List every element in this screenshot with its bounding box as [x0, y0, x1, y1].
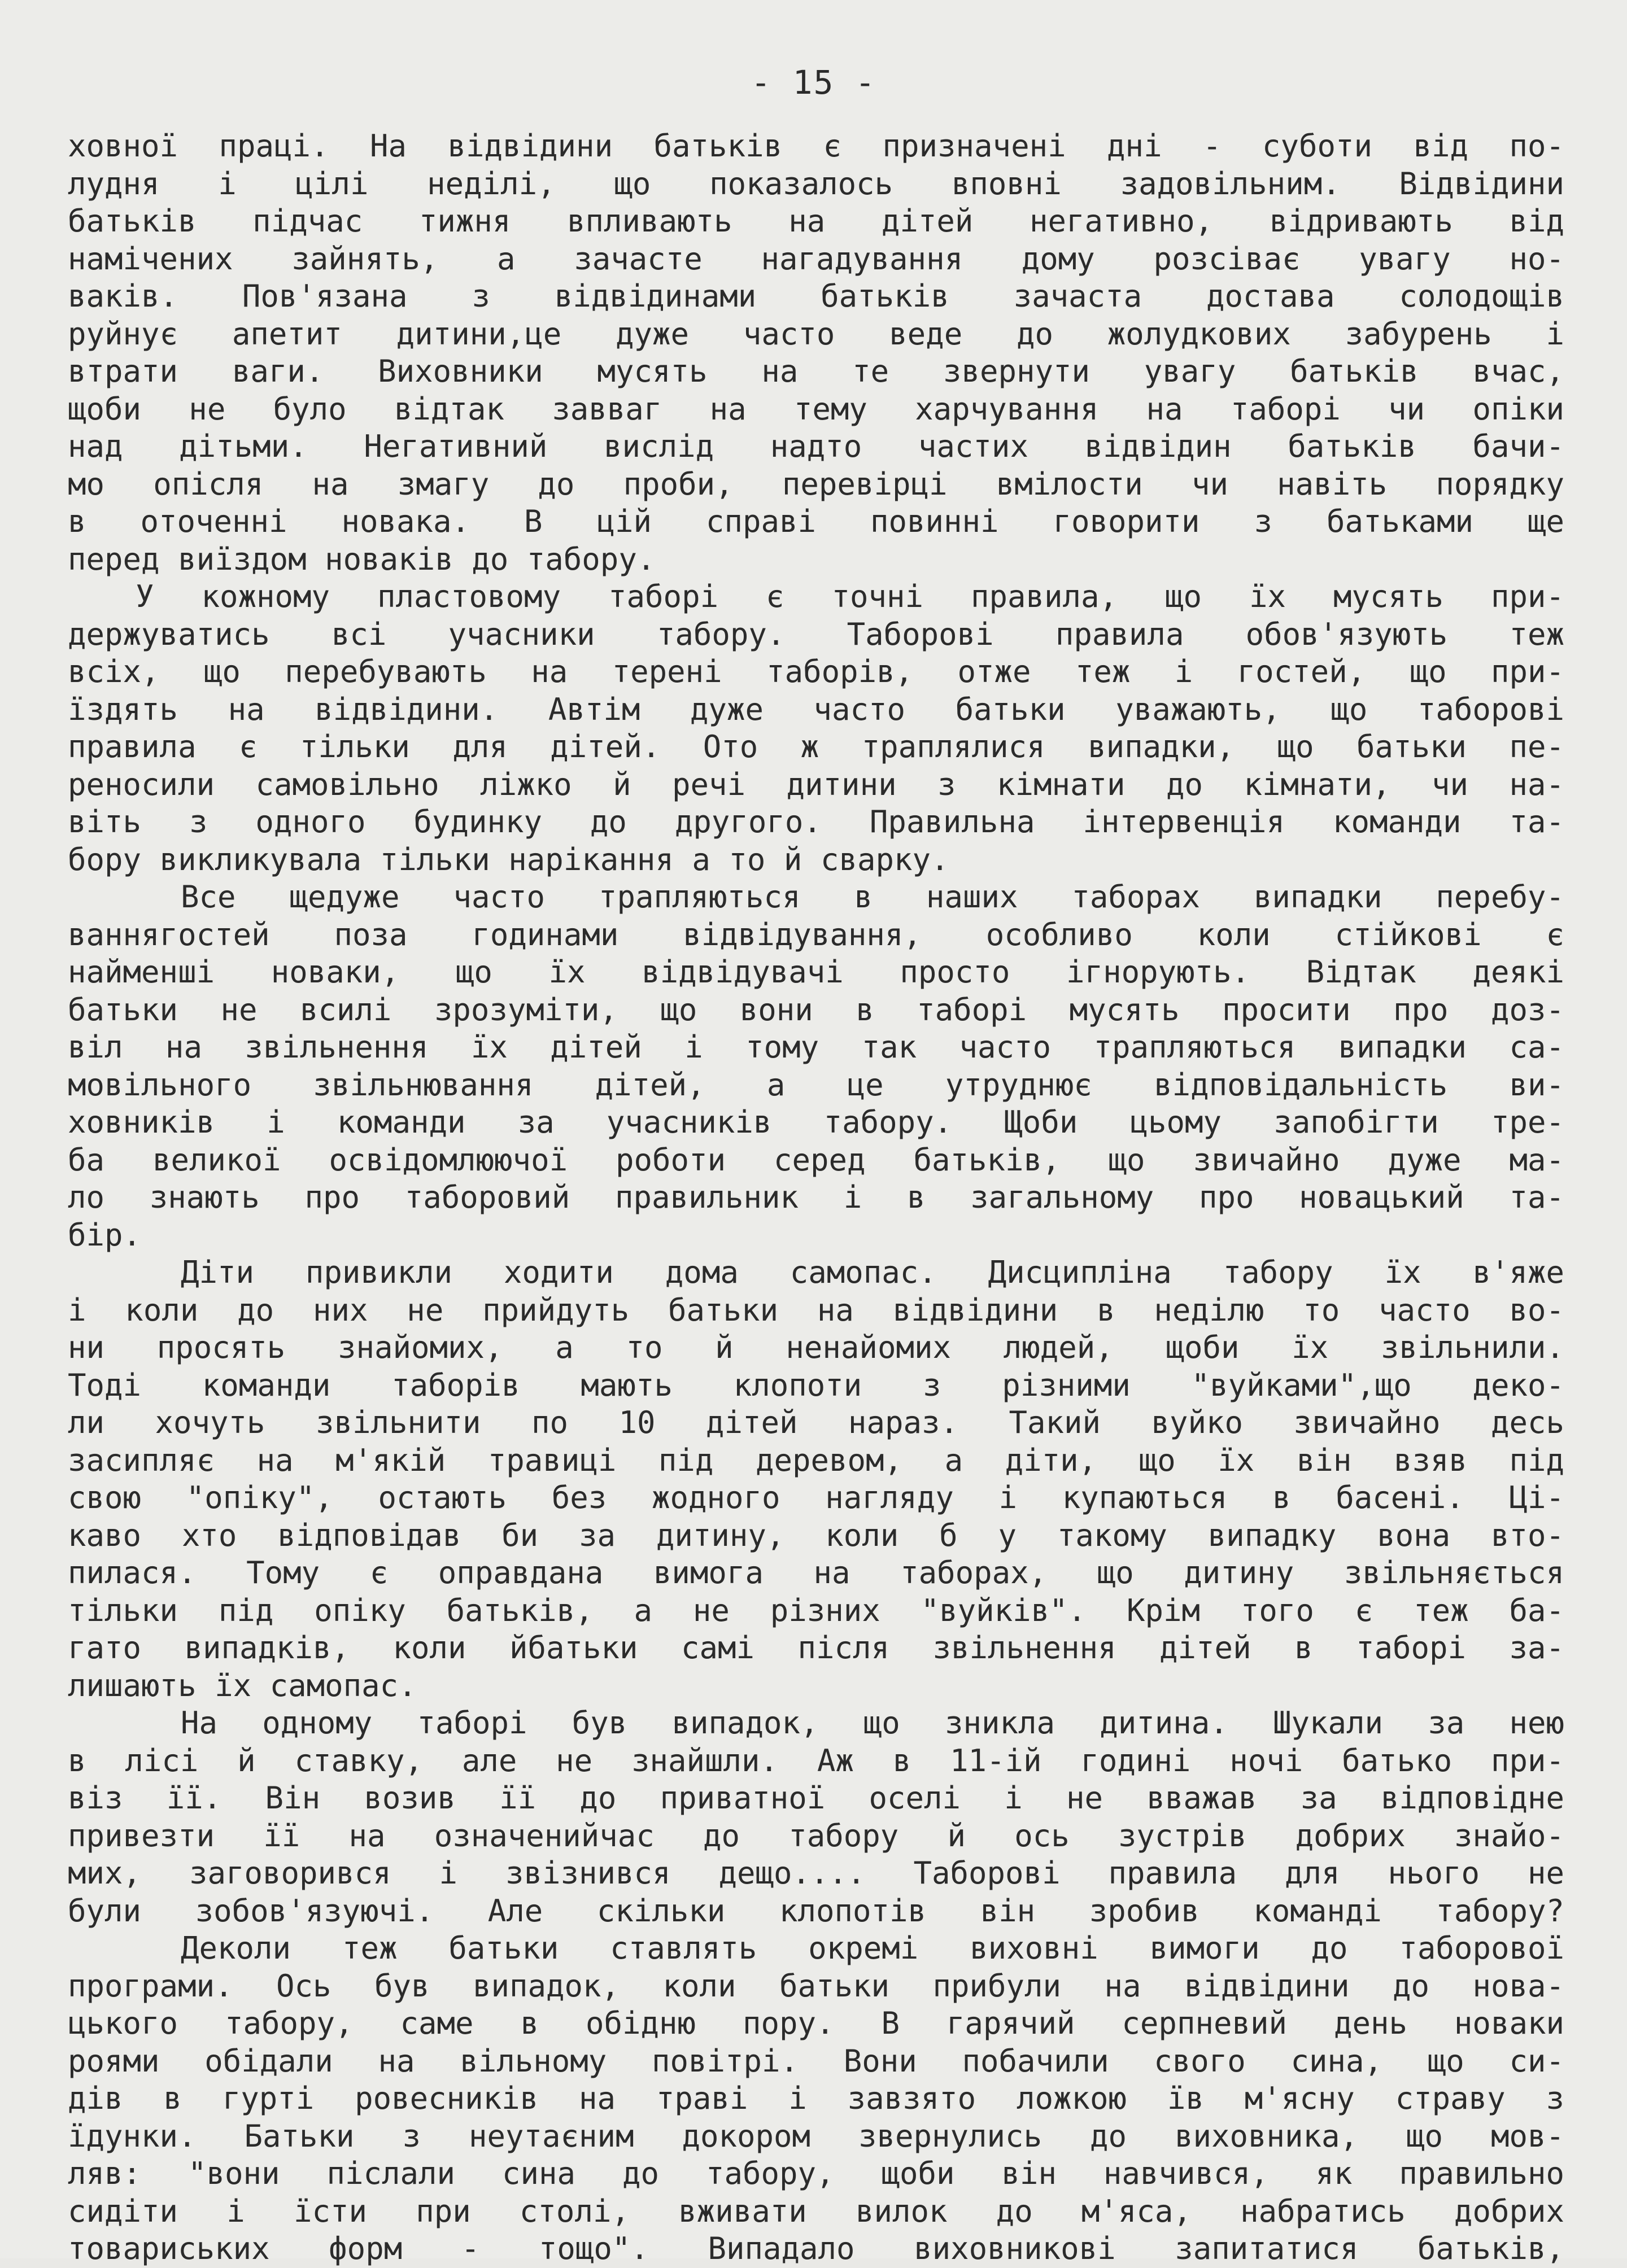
text-line: бір.: [68, 1217, 142, 1253]
page-number: - 15 -: [751, 63, 876, 102]
text-line: намічених зайнять, а зачасте нагадування дому розсіває увагу но-: [68, 241, 1564, 277]
text-line: ли хочуть звільнити по 10 дітей нараз. Такий вуйко звичайно десь: [68, 1405, 1564, 1440]
text-line: і коли до них не прийдуть батьки на відвідини в неділю то часто во-: [68, 1292, 1564, 1328]
text-line: привезти її на означенийчас до табору й ось зустрів добрих знайо-: [68, 1817, 1564, 1854]
text-line: ло знають про таборовий правильник і в загальному про новацький та-: [68, 1179, 1564, 1215]
text-line: в оточенні новака. В цій справі повинні говорити з батьками ще: [68, 504, 1564, 539]
text-line: товариських форм - тощо". Випадало виховникові запитатися батьків,: [68, 2231, 1564, 2266]
text-line: ховників і команди за учасників табору. Щоби цьому запобігти тре-: [68, 1104, 1564, 1140]
text-line: віз її. Він возив її до приватної оселі і не вважав за відповідне: [68, 1780, 1564, 1816]
text-line: над дітьми. Негативний вислід надто частих відвідин батьків бачи-: [68, 429, 1564, 464]
text-line: їдунки. Батьки з неутаєним докором звернулись до виховника, що мов-: [68, 2118, 1564, 2154]
text-line: найменші новаки, що їх відвідувачі просто ігнорують. Відтак деякі: [68, 954, 1564, 990]
text-line: віть з одного будинку до другого. Правильна інтервенція команди та-: [68, 804, 1564, 840]
text-line: сидіти і їсти при столі, вживати вилок до м'яса, набратись добрих: [68, 2193, 1564, 2229]
text-line: щоби не було відтак завваг на тему харчування на таборі чи опіки: [68, 391, 1564, 427]
text-line: бору викликувала тільки нарікання а то й сварку.: [68, 841, 949, 877]
text-line: пилася. Тому є оправдана вимога на таборах, що дитину звільняється: [68, 1555, 1564, 1590]
text-line: гато випадків, коли йбатьки самі після звільнення дітей в таборі за-: [68, 1630, 1564, 1666]
text-line: ховної праці. На відвідини батьків є призначені дні - суботи від по-: [68, 128, 1564, 164]
text-line: ни просять знайомих, а то й ненайомих людей, щоби їх звільнили.: [68, 1330, 1564, 1365]
body-text: [68, 128, 1564, 2268]
text-line: правила є тільки для дітей. Ото ж траплялися випадки, що батьки пе-: [68, 729, 1564, 764]
text-line: тільки під опіку батьків, а не різних "вуйків". Крім того є теж ба-: [68, 1592, 1564, 1628]
text-line: У кожному пластовому таборі є точні правила, що їх мусять при-: [136, 579, 1564, 614]
text-line: Діти привикли ходити дома самопас. Дисципліна табору їх в'яже: [181, 1255, 1564, 1290]
text-line: батьків підчас тижня впливають на дітей негативно, відривають від: [68, 203, 1564, 239]
text-line: Деколи теж батьки ставлять окремі виховні вимоги до таборової: [181, 1930, 1564, 1966]
text-line: Тоді команди таборів мають клопоти з різними "вуйками",що деко-: [68, 1367, 1564, 1403]
text-line: лишають їх самопас.: [68, 1667, 417, 1703]
text-line: Все щедуже часто трапляються в наших таборах випадки перебу-: [181, 879, 1564, 915]
text-line: роями обідали на вільному повітрі. Вони побачили свого сина, що си-: [68, 2043, 1564, 2079]
text-line: батьки не всилі зрозуміти, що вони в таборі мусять просити про доз-: [68, 991, 1564, 1028]
text-line: були зобов'язуючі. Але скільки клопотів він зробив команді табору?: [68, 1893, 1564, 1929]
text-line: всіх, що перебувають на терені таборів, отже теж і гостей, що при-: [68, 654, 1564, 689]
text-line: руйнує апетит дитини,це дуже часто веде до жолудкових забурень і: [68, 316, 1564, 352]
text-line: дів в гурті ровесників на траві і завзято ложкою їв м'ясну страву з: [68, 2081, 1564, 2116]
text-line: цького табору, саме в обідню пору. В гарячий серпневий день новаки: [68, 2005, 1564, 2041]
text-line: перед виїздом новаків до табору.: [68, 541, 656, 577]
text-line: віл на звільнення їх дітей і тому так часто трапляються випадки са-: [68, 1029, 1564, 1065]
text-line: свою "опіку", остають без жодного нагляду і купаються в басені. Ці-: [68, 1480, 1564, 1515]
text-line: ваків. Пов'язана з відвідинами батьків зачаста достава солодощів: [68, 278, 1564, 314]
text-line: мих, заговорився і звізнився дещо.... Таборові правила для нього не: [68, 1855, 1564, 1891]
text-line: в лісі й ставку, але не знайшли. Аж в 11-ій годині ночі батько при-: [68, 1742, 1564, 1778]
text-line: ба великої освідомлюючої роботи серед батьків, що звичайно дуже ма-: [68, 1142, 1564, 1178]
text-line: держуватись всі учасники табору. Таборові правила обов'язують теж: [68, 616, 1564, 652]
text-line: мо опісля на змагу до проби, перевірці вмілости чи навіть порядку: [68, 466, 1564, 502]
text-line: програми. Ось був випадок, коли батьки прибули на відвідини до нова-: [68, 1968, 1564, 2004]
text-line: засипляє на м'якій травиці під деревом, а діти, що їх він взяв під: [68, 1442, 1564, 1478]
text-line: втрати ваги. Виховники мусять на те звернути увагу батьків вчас,: [68, 353, 1564, 389]
text-line: каво хто відповідав би за дитину, коли б у такому випадку вона вто-: [68, 1517, 1564, 1553]
text-line: реносили самовільно ліжко й речі дитини з кімнати до кімнати, чи на-: [68, 766, 1564, 802]
text-line: ваннягостей поза годинами відвідування, особливо коли стійкові є: [68, 916, 1564, 952]
text-line: ляв: "вони післали сина до табору, щоби він навчився, як правильно: [68, 2156, 1564, 2191]
text-line: лудня і цілі неділі, що показалось вповні задовільним. Відвідини: [68, 165, 1564, 202]
text-line: їздять на відвідини. Автім дуже часто батьки уважають, що таборові: [68, 691, 1564, 727]
text-line: На одному таборі був випадок, що зникла дитина. Шукали за нею: [181, 1705, 1564, 1741]
text-line: мовільного звільнювання дітей, а це утруднює відповідальність ви-: [68, 1067, 1564, 1103]
